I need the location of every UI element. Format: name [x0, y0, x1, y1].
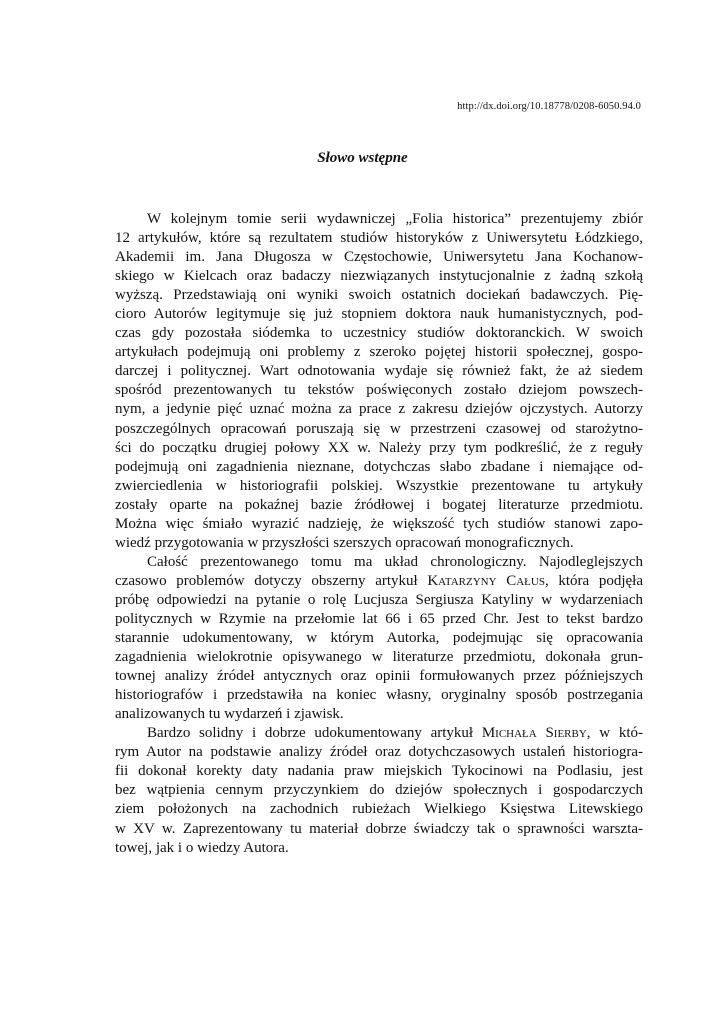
text-segment: Akademii im. Jana Długosza w Częstochowie, Uniwersytetu Jana Kochanow-	[115, 249, 643, 266]
text-line	[115, 477, 643, 496]
text-line	[115, 381, 643, 400]
text-line	[115, 724, 643, 743]
text-segment: zostały oparte na pokaźnej bazie źródłowej i bogatej literaturze przedmiotu.	[115, 496, 643, 513]
text-segment: Całość prezentowanego tomu ma układ chronologiczny. Najodleglejszych	[147, 553, 643, 570]
body-text	[115, 210, 643, 858]
text-line	[115, 439, 643, 458]
text-segment: skiego w Kielcach oraz badaczy niezwiązanych instytucjonalnie z żadną szkołą	[115, 268, 643, 285]
text-line	[115, 820, 643, 839]
text-segment: Można więc śmiało wyrazić nadzieję, że większość tych studiów stanowi zapo-	[115, 515, 643, 532]
text-segment: starannie udokumentowany, w którym Autorka, podejmując się opracowania	[115, 630, 643, 647]
text-line	[115, 629, 643, 648]
text-line	[115, 229, 643, 248]
text-segment: zagadnienia wielokrotnie opisywanego w literaturze przedmiotu, dokonała grun-	[115, 649, 643, 666]
text-segment: townej analizy źródeł antycznych oraz opinii formułowanych przez późniejszych	[115, 668, 643, 685]
text-segment: próbę odpowiedzi na pytanie o rolę Lucjusza Sergiusza Katyliny w wydarzeniach	[115, 591, 643, 608]
text-segment: poszczególnych opracowań poruszają się w przestrzeni czasowej od starożytno-	[115, 420, 643, 437]
paragraph	[115, 210, 643, 553]
text-segment: w XV w. Zaprezentowany tu materiał dobrze świadczy tak o sprawności warszta-	[115, 820, 643, 837]
text-line	[115, 324, 643, 343]
text-line	[115, 648, 643, 667]
text-segment: Bardzo solidny i dobrze udokumentowany artykuł	[147, 725, 482, 742]
text-line	[115, 762, 643, 781]
text-line	[115, 286, 643, 305]
text-line	[115, 496, 643, 515]
text-line	[115, 420, 643, 439]
text-segment: 12 artykułów, które są rezultatem studiów historyków z Uniwersytetu Łódzkiego,	[115, 230, 643, 247]
text-line	[115, 800, 643, 819]
text-segment: historiografów i przedstawiła na koniec własny, oryginalny sposób postrzegania	[115, 687, 643, 704]
text-line	[115, 343, 643, 362]
text-line	[115, 515, 643, 534]
text-line	[115, 210, 643, 229]
text-line	[115, 458, 643, 477]
text-line	[115, 553, 643, 572]
author-name: Michała Sierby	[481, 725, 587, 742]
text-segment: fii dokonał korekty daty nadania praw miejskich Tykocinowi na Podlasiu, jest	[115, 763, 643, 780]
text-line	[115, 591, 643, 610]
text-line	[115, 667, 643, 686]
text-segment: politycznych w Rzymie na przełomie lat 66 i 65 przed Chr. Jest to tekst bardzo	[115, 610, 643, 627]
text-segment: darczej i politycznej. Wart odnotowania wydaje się również fakt, że aż siedem	[115, 363, 643, 380]
text-segment: ści do początku drugiej połowy XX w. Należy przy tym podkreślić, że z reguły	[115, 439, 643, 456]
text-segment: zwierciedlenia w historiografii polskiej. Wszystkie prezentowane tu artykuły	[115, 477, 643, 494]
author-name: Katarzyny Całus	[427, 572, 545, 589]
text-segment: analizowanych tu wydarzeń i zjawisk.	[115, 706, 344, 723]
text-line	[115, 305, 643, 324]
page-title: Słowo wstępne	[317, 150, 408, 166]
text-line	[115, 686, 643, 705]
text-segment: rym Autor na podstawie analizy źródeł oraz dotychczasowych ustaleń historiogra-	[115, 744, 643, 761]
text-segment: bez wątpienia cennym przyczynkiem do dziejów społecznych i gospodarczych	[115, 782, 643, 799]
doi-link[interactable]: http://dx.doi.org/10.18778/0208-6050.94.0	[457, 101, 641, 112]
text-segment: W kolejnym tomie serii wydawniczej „Folia historica” prezentujemy zbiór	[147, 211, 643, 227]
text-line	[115, 534, 643, 553]
text-line	[115, 781, 643, 800]
paragraph	[115, 553, 643, 724]
text-segment: nym, a jedynie pięć uznać można za prace z zakresu dziejów ojczystych. Autorzy	[115, 401, 643, 418]
paragraph	[115, 724, 643, 857]
text-segment: towej, jak i o wiedzy Autora.	[115, 839, 289, 856]
text-segment: cioro Autorów legitymuje się już stopniem doktora nauk humanistycznych, pod-	[115, 306, 643, 323]
text-segment: spośród prezentowanych tu tekstów poświęconych zostało dziejom powszech-	[115, 382, 643, 399]
text-line	[115, 705, 643, 724]
text-segment: artykułach podejmują oni problemy z szeroko pojętej historii społecznej, gospo-	[115, 344, 643, 361]
text-segment: , w któ-	[586, 725, 644, 742]
text-segment: wiedź przygotowania w przyszłości szerszych opracowań monograficznych.	[115, 534, 574, 551]
text-line	[115, 248, 643, 267]
text-segment: ziem położonych na zachodnich rubieżach Wielkiego Księstwa Litewskiego	[115, 801, 643, 818]
text-line	[115, 362, 643, 381]
text-segment: czas gdy pozostała siódemka to uczestnicy studiów doktoranckich. W swoich	[115, 325, 643, 342]
text-line	[115, 743, 643, 762]
text-segment: czasowo problemów dotyczy obszerny artykuł	[115, 572, 428, 589]
text-line	[115, 267, 643, 286]
text-line	[115, 610, 643, 629]
text-segment: wyższą. Przedstawiają oni wyniki swoich ostatnich dociekań badawczych. Pię-	[115, 287, 643, 304]
text-line	[115, 572, 643, 591]
text-segment: podejmują oni zagadnienia nieznane, dotychczas słabo zbadane i niemające od-	[115, 458, 643, 475]
text-segment: , która podjęła	[544, 572, 643, 589]
text-line	[115, 839, 643, 858]
text-line	[115, 400, 643, 419]
